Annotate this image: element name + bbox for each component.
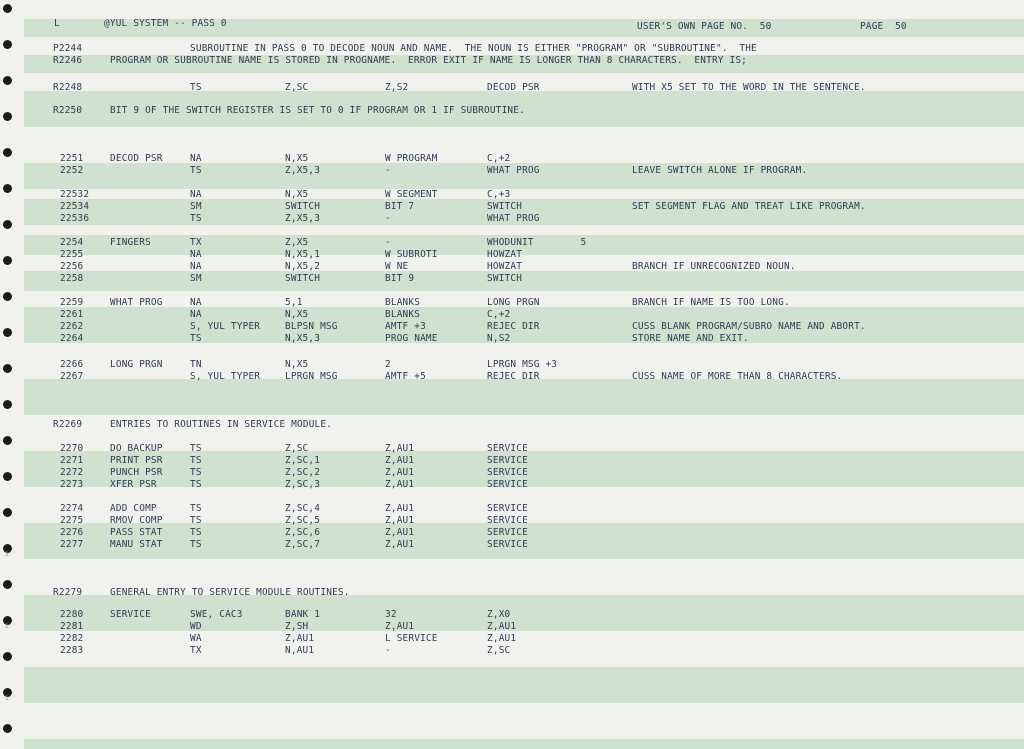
line-number: R2279 bbox=[53, 587, 83, 598]
opcode: TS bbox=[190, 82, 202, 93]
label: SERVICE bbox=[110, 609, 151, 620]
line-number: 22532 bbox=[60, 189, 90, 200]
opcode: TS bbox=[190, 515, 202, 526]
line-number: 2276 bbox=[60, 527, 84, 538]
feed-hole bbox=[3, 292, 12, 301]
operand-2: PROG NAME bbox=[385, 333, 438, 344]
opcode: S, YUL TYPER bbox=[190, 321, 261, 332]
operand-1: N,X5 bbox=[285, 189, 309, 200]
operand-1: Z,SC,2 bbox=[285, 467, 321, 478]
operand-1: N,X5 bbox=[285, 309, 309, 320]
label: XFER PSR bbox=[110, 479, 157, 490]
opcode: TS bbox=[190, 333, 202, 344]
header-system: @YUL SYSTEM -- PASS 0 bbox=[104, 18, 227, 29]
operand-1: BANK 1 bbox=[285, 609, 321, 620]
label: DECOD PSR bbox=[110, 153, 163, 164]
line-number: 2282 bbox=[60, 633, 84, 644]
operand-3: Z,AU1 bbox=[487, 621, 517, 632]
line-number: 2258 bbox=[60, 273, 84, 284]
feed-hole bbox=[3, 508, 12, 517]
opcode: NA bbox=[190, 261, 202, 272]
feed-hole bbox=[3, 580, 12, 589]
operand-1: SWITCH bbox=[285, 201, 321, 212]
remark: WITH X5 SET TO THE WORD IN THE SENTENCE. bbox=[632, 82, 866, 93]
operand-2: AMTF +5 bbox=[385, 371, 426, 382]
operand-3: HOWZAT bbox=[487, 261, 523, 272]
feed-hole bbox=[3, 652, 12, 661]
paper-band bbox=[24, 379, 1024, 415]
operand-3: C,+2 bbox=[487, 153, 511, 164]
line-number: 2275 bbox=[60, 515, 84, 526]
operand-3: SERVICE bbox=[487, 503, 528, 514]
feed-hole bbox=[3, 76, 12, 85]
line-number: 2262 bbox=[60, 321, 84, 332]
feed-hole bbox=[3, 256, 12, 265]
operand-2: W NE bbox=[385, 261, 409, 272]
line-number: 2264 bbox=[60, 333, 84, 344]
line-number: 2254 bbox=[60, 237, 84, 248]
operand-2: 2 bbox=[385, 359, 391, 370]
operand-3: Z,X0 bbox=[487, 609, 511, 620]
label: DO BACKUP bbox=[110, 443, 163, 454]
label: PUNCH PSR bbox=[110, 467, 163, 478]
operand-3: SERVICE bbox=[487, 455, 528, 466]
ruler-mark: 1'' bbox=[5, 695, 16, 702]
remark: STORE NAME AND EXIT. bbox=[632, 333, 749, 344]
opcode: NA bbox=[190, 189, 202, 200]
operand-2: Z,AU1 bbox=[385, 527, 415, 538]
feed-hole bbox=[3, 436, 12, 445]
line-number: R2246 bbox=[53, 55, 83, 66]
label: LONG PRGN bbox=[110, 359, 163, 370]
line-number: 2280 bbox=[60, 609, 84, 620]
paper-band bbox=[24, 667, 1024, 703]
operand-2: Z,AU1 bbox=[385, 539, 415, 550]
opcode: NA bbox=[190, 309, 202, 320]
remark: BRANCH IF UNRECOGNIZED NOUN. bbox=[632, 261, 796, 272]
feed-hole bbox=[3, 4, 12, 13]
opcode: SWE, CAC3 bbox=[190, 609, 243, 620]
operand-3: SERVICE bbox=[487, 527, 528, 538]
header-users-page: USER'S OWN PAGE NO. 50 bbox=[637, 21, 772, 32]
line-number: 2272 bbox=[60, 467, 84, 478]
label: FINGERS bbox=[110, 237, 151, 248]
opcode: SM bbox=[190, 273, 202, 284]
feed-hole bbox=[3, 724, 12, 733]
operand-2: L SERVICE bbox=[385, 633, 438, 644]
operand-2: - bbox=[385, 237, 391, 248]
remark: CUSS BLANK PROGRAM/SUBRO NAME AND ABORT. bbox=[632, 321, 866, 332]
operand-2: W SUBROTI bbox=[385, 249, 438, 260]
feed-hole bbox=[3, 184, 12, 193]
paper-band bbox=[24, 595, 1024, 631]
paper-band bbox=[24, 739, 1024, 749]
opcode: TS bbox=[190, 165, 202, 176]
opcode: TX bbox=[190, 237, 202, 248]
operand-2: Z,AU1 bbox=[385, 443, 415, 454]
header-left: L bbox=[54, 18, 60, 29]
operand-2: Z,AU1 bbox=[385, 503, 415, 514]
operand-1: Z,SC,5 bbox=[285, 515, 321, 526]
operand-3: Z,SC bbox=[487, 645, 511, 656]
operand-3: DECOD PSR bbox=[487, 82, 540, 93]
line-number: 2266 bbox=[60, 359, 84, 370]
operand-1: Z,X5,3 bbox=[285, 165, 321, 176]
line-number: 2261 bbox=[60, 309, 84, 320]
operand-3: Z,AU1 bbox=[487, 633, 517, 644]
operand-1: BLPSN MSG bbox=[285, 321, 338, 332]
operand-2: 32 bbox=[385, 609, 397, 620]
operand-2: BIT 7 bbox=[385, 201, 415, 212]
operand-2: W PROGRAM bbox=[385, 153, 438, 164]
operand-1: Z,X5,3 bbox=[285, 213, 321, 224]
operand-3: SERVICE bbox=[487, 515, 528, 526]
operand-1: N,X5,1 bbox=[285, 249, 321, 260]
opcode: TS bbox=[190, 443, 202, 454]
operand-1: N,AU1 bbox=[285, 645, 315, 656]
line-number: 2274 bbox=[60, 503, 84, 514]
operand-1: 5,1 bbox=[285, 297, 303, 308]
operand-3: SWITCH bbox=[487, 273, 523, 284]
opcode: TX bbox=[190, 645, 202, 656]
operand-1: Z,AU1 bbox=[285, 633, 315, 644]
operand-1: Z,X5 bbox=[285, 237, 309, 248]
opcode: TS bbox=[190, 479, 202, 490]
operand-3: WHAT PROG bbox=[487, 165, 540, 176]
operand-1: Z,SC,4 bbox=[285, 503, 321, 514]
opcode: WD bbox=[190, 621, 202, 632]
operand-2: BIT 9 bbox=[385, 273, 415, 284]
operand-3: HOWZAT bbox=[487, 249, 523, 260]
operand-2: Z,AU1 bbox=[385, 621, 415, 632]
operand-2: Z,S2 bbox=[385, 82, 409, 93]
line-number: P2244 bbox=[53, 43, 83, 54]
opcode: S, YUL TYPER bbox=[190, 371, 261, 382]
operand-3: LPRGN MSG +3 bbox=[487, 359, 558, 370]
comment-text: GENERAL ENTRY TO SERVICE MODULE ROUTINES. bbox=[110, 587, 350, 598]
operand-3: N,S2 bbox=[487, 333, 511, 344]
operand-1: Z,SC,7 bbox=[285, 539, 321, 550]
operand-1: N,X5 bbox=[285, 153, 309, 164]
operand-3: C,+3 bbox=[487, 189, 511, 200]
operand-3: REJEC DIR bbox=[487, 321, 540, 332]
operand-1: N,X5,3 bbox=[285, 333, 321, 344]
operand-2: - bbox=[385, 645, 391, 656]
opcode: SM bbox=[190, 201, 202, 212]
feed-hole bbox=[3, 220, 12, 229]
opcode: NA bbox=[190, 297, 202, 308]
operand-2: - bbox=[385, 165, 391, 176]
line-number: 2270 bbox=[60, 443, 84, 454]
feed-hole bbox=[3, 400, 12, 409]
operand-1: SWITCH bbox=[285, 273, 321, 284]
line-number: 22536 bbox=[60, 213, 90, 224]
operand-3: SERVICE bbox=[487, 479, 528, 490]
line-number: 2256 bbox=[60, 261, 84, 272]
operand-2: Z,AU1 bbox=[385, 467, 415, 478]
feed-hole bbox=[3, 328, 12, 337]
operand-1: Z,SC,1 bbox=[285, 455, 321, 466]
opcode: TS bbox=[190, 455, 202, 466]
comment-text: SUBROUTINE IN PASS 0 TO DECODE NOUN AND NAME. THE NOUN IS EITHER "PROGRAM" OR "SUBROUTINE". THE bbox=[190, 43, 757, 54]
ruler-mark: 3'' bbox=[5, 551, 16, 558]
line-number: 2252 bbox=[60, 165, 84, 176]
operand-3: SWITCH bbox=[487, 201, 523, 212]
operand-1: Z,SH bbox=[285, 621, 309, 632]
operand-3: WHAT PROG bbox=[487, 213, 540, 224]
operand-1: Z,SC bbox=[285, 82, 309, 93]
opcode: TN bbox=[190, 359, 202, 370]
opcode: NA bbox=[190, 249, 202, 260]
comment-text: PROGRAM OR SUBROUTINE NAME IS STORED IN PROGNAME. ERROR EXIT IF NAME IS LONGER THAN 8 CHARACTERS. ENTRY IS; bbox=[110, 55, 748, 66]
line-number: 22534 bbox=[60, 201, 90, 212]
operand-1: Z,SC bbox=[285, 443, 309, 454]
remark: SET SEGMENT FLAG AND TREAT LIKE PROGRAM. bbox=[632, 201, 866, 212]
remark: LEAVE SWITCH ALONE IF PROGRAM. bbox=[632, 165, 808, 176]
operand-3: REJEC DIR bbox=[487, 371, 540, 382]
line-number: 2251 bbox=[60, 153, 84, 164]
line-number: 2281 bbox=[60, 621, 84, 632]
label: PASS STAT bbox=[110, 527, 163, 538]
ruler-mark: 2'' bbox=[5, 623, 16, 630]
operand-3: SERVICE bbox=[487, 467, 528, 478]
operand-2: Z,AU1 bbox=[385, 455, 415, 466]
comment-text: BIT 9 OF THE SWITCH REGISTER IS SET TO 0 IF PROGRAM OR 1 IF SUBROUTINE. bbox=[110, 105, 525, 116]
opcode: TS bbox=[190, 213, 202, 224]
operand-3: SERVICE bbox=[487, 443, 528, 454]
line-number: 2277 bbox=[60, 539, 84, 550]
operand-2: - bbox=[385, 213, 391, 224]
label: PRINT PSR bbox=[110, 455, 163, 466]
label: WHAT PROG bbox=[110, 297, 163, 308]
line-number: 2255 bbox=[60, 249, 84, 260]
operand-2: Z,AU1 bbox=[385, 515, 415, 526]
operand-1: N,X5 bbox=[285, 359, 309, 370]
operand-3: SERVICE bbox=[487, 539, 528, 550]
feed-hole bbox=[3, 40, 12, 49]
label: RMOV COMP bbox=[110, 515, 163, 526]
opcode: WA bbox=[190, 633, 202, 644]
line-number: R2250 bbox=[53, 105, 83, 116]
line-number: 2273 bbox=[60, 479, 84, 490]
label: MANU STAT bbox=[110, 539, 163, 550]
feed-hole bbox=[3, 148, 12, 157]
operand-2: BLANKS bbox=[385, 309, 421, 320]
operand-2: AMTF +3 bbox=[385, 321, 426, 332]
operand-1: LPRGN MSG bbox=[285, 371, 338, 382]
line-number: R2269 bbox=[53, 419, 83, 430]
operand-1: Z,SC,3 bbox=[285, 479, 321, 490]
operand-3: WHODUNIT 5 bbox=[487, 237, 587, 248]
operand-3: LONG PRGN bbox=[487, 297, 540, 308]
operand-1: Z,SC,6 bbox=[285, 527, 321, 538]
paper-band bbox=[24, 271, 1024, 291]
label: ADD COMP bbox=[110, 503, 157, 514]
header-page: PAGE 50 bbox=[860, 21, 907, 32]
operand-2: BLANKS bbox=[385, 297, 421, 308]
opcode: NA bbox=[190, 153, 202, 164]
operand-3: C,+2 bbox=[487, 309, 511, 320]
line-number: 2267 bbox=[60, 371, 84, 382]
feed-hole bbox=[3, 472, 12, 481]
line-number: R2248 bbox=[53, 82, 83, 93]
line-number: 2271 bbox=[60, 455, 84, 466]
opcode: TS bbox=[190, 503, 202, 514]
opcode: TS bbox=[190, 539, 202, 550]
line-number: 2259 bbox=[60, 297, 84, 308]
opcode: TS bbox=[190, 467, 202, 478]
tractor-feed-strip bbox=[0, 0, 24, 749]
operand-2: W SEGMENT bbox=[385, 189, 438, 200]
feed-hole bbox=[3, 112, 12, 121]
operand-2: Z,AU1 bbox=[385, 479, 415, 490]
feed-hole bbox=[3, 364, 12, 373]
line-number: 2283 bbox=[60, 645, 84, 656]
comment-text: ENTRIES TO ROUTINES IN SERVICE MODULE. bbox=[110, 419, 333, 430]
opcode: TS bbox=[190, 527, 202, 538]
remark: BRANCH IF NAME IS TOO LONG. bbox=[632, 297, 790, 308]
operand-1: N,X5,2 bbox=[285, 261, 321, 272]
remark: CUSS NAME OF MORE THAN 8 CHARACTERS. bbox=[632, 371, 843, 382]
